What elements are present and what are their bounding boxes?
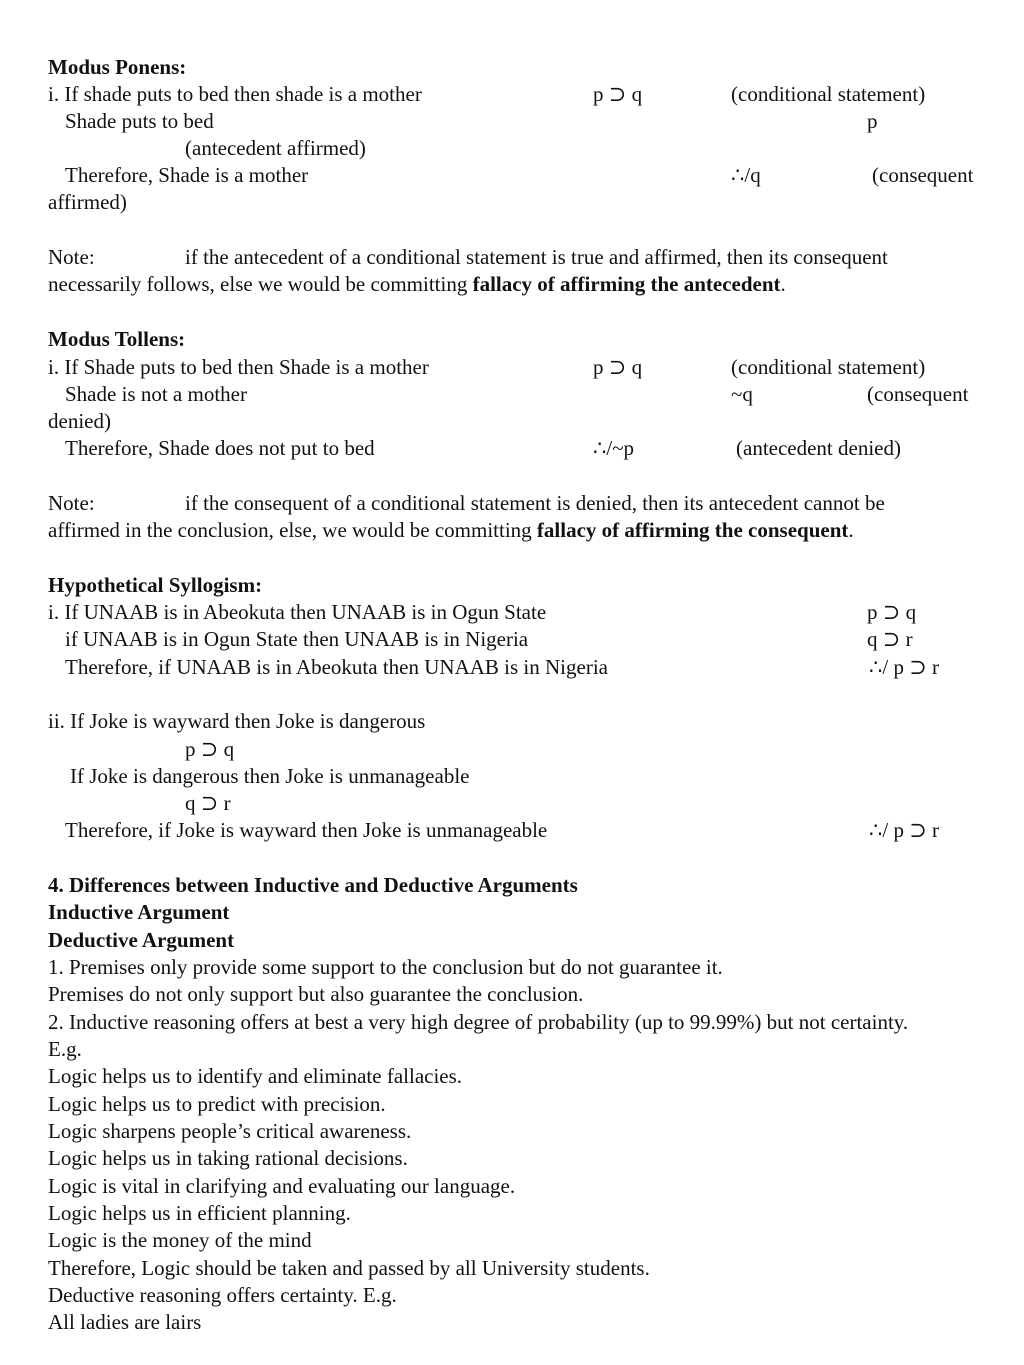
hs-ex2-premise-1-formula: p ⊃ q	[185, 737, 235, 761]
mp-conclusion-formula: ∴/q	[731, 163, 761, 187]
mt-premise-2-note: (consequent	[867, 382, 969, 406]
hs-ex2-premise-2: If Joke is dangerous then Joke is unmanageable	[70, 764, 470, 788]
deductive-heading: Deductive Argument	[48, 928, 235, 952]
hs-ex2-premise-2-formula: q ⊃ r	[185, 791, 231, 815]
mp-conclusion: Therefore, Shade is a mother	[65, 163, 309, 187]
diff-line: Logic helps us in efficient planning.	[48, 1201, 351, 1225]
mp-premise-2-note: (antecedent affirmed)	[185, 136, 366, 160]
hs-ex2-premise-1: ii. If Joke is wayward then Joke is dangerous	[48, 709, 426, 733]
diff-line: All ladies are lairs	[48, 1310, 202, 1334]
hypothetical-syllogism-heading: Hypothetical Syllogism:	[48, 573, 263, 597]
mt-note-period: .	[848, 518, 854, 542]
modus-tollens-heading: Modus Tollens:	[48, 327, 186, 351]
mt-note-text-pre: affirmed in the conclusion, else, we would be committing	[48, 518, 537, 542]
diff-line: Deductive reasoning offers certainty. E.g.	[48, 1283, 397, 1307]
mp-note-text: if the antecedent of a conditional statement is true and affirmed, then its consequent	[185, 245, 888, 269]
mp-premise-1: i. If shade puts to bed then shade is a mother	[48, 82, 422, 106]
mp-note-period: .	[780, 272, 786, 296]
mt-premise-1: i. If Shade puts to bed then Shade is a mother	[48, 355, 429, 379]
diff-line: Logic helps us to predict with precision.	[48, 1092, 386, 1116]
diff-line: Logic helps us in taking rational decisions.	[48, 1146, 408, 1170]
mp-premise-1-note: (conditional statement)	[731, 82, 926, 106]
mt-conclusion-formula: ∴/~p	[593, 436, 635, 460]
modus-ponens-heading: Modus Ponens:	[48, 55, 187, 79]
mt-note-label: Note:	[48, 491, 95, 515]
diff-line: 1. Premises only provide some support to the conclusion but do not guarantee it.	[48, 955, 723, 979]
mt-premise-1-formula: p ⊃ q	[593, 355, 643, 379]
diff-line: E.g.	[48, 1037, 82, 1061]
mp-conclusion-note: (consequent	[872, 163, 974, 187]
mt-premise-2: Shade is not a mother	[65, 382, 247, 406]
hs-ex1-premise-1-formula: p ⊃ q	[867, 600, 917, 624]
mt-premise-1-note: (conditional statement)	[731, 355, 926, 379]
diff-line: Logic sharpens people’s critical awareness.	[48, 1119, 412, 1143]
mp-premise-2: Shade puts to bed	[65, 109, 214, 133]
hs-ex1-premise-2: if UNAAB is in Ogun State then UNAAB is in Nigeria	[65, 627, 529, 651]
hs-ex2-conclusion: Therefore, if Joke is wayward then Joke is unmanageable	[65, 818, 548, 842]
mp-note-label: Note:	[48, 245, 95, 269]
diff-line: 2. Inductive reasoning offers at best a very high degree of probability (up to 99.99%) but not certainty.	[48, 1010, 909, 1034]
diff-line: Logic is the money of the mind	[48, 1228, 312, 1252]
hs-ex1-premise-1: i. If UNAAB is in Abeokuta then UNAAB is in Ogun State	[48, 600, 547, 624]
hs-ex1-conclusion-formula: ∴/ p ⊃ r	[869, 655, 940, 679]
inductive-heading: Inductive Argument	[48, 900, 230, 924]
diff-line: Therefore, Logic should be taken and passed by all University students.	[48, 1256, 650, 1280]
mp-note-text-cont	[48, 272, 786, 296]
diff-line: Premises do not only support but also guarantee the conclusion.	[48, 982, 584, 1006]
differences-heading: 4. Differences between Inductive and Deductive Arguments	[48, 873, 578, 897]
mp-note-text-pre: necessarily follows, else we would be committing	[48, 272, 473, 296]
hs-ex1-conclusion: Therefore, if UNAAB is in Abeokuta then UNAAB is in Nigeria	[65, 655, 608, 679]
diff-line: Logic helps us to identify and eliminate fallacies.	[48, 1064, 463, 1088]
diff-line: Logic is vital in clarifying and evaluating our language.	[48, 1174, 516, 1198]
mp-fallacy-term: fallacy of affirming the antecedent	[472, 272, 781, 296]
mp-conclusion-note-cont: affirmed)	[48, 190, 127, 214]
mt-conclusion: Therefore, Shade does not put to bed	[65, 436, 375, 460]
mt-note-text: if the consequent of a conditional statement is denied, then its antecedent cannot be	[185, 491, 885, 515]
mt-fallacy-term: fallacy of affirming the consequent	[536, 518, 849, 542]
mp-premise-2-formula: p	[867, 109, 878, 133]
mt-note-text-cont	[48, 518, 854, 542]
mt-premise-2-note-cont: denied)	[48, 409, 111, 433]
hs-ex2-conclusion-formula: ∴/ p ⊃ r	[869, 818, 940, 842]
mt-conclusion-note: (antecedent denied)	[736, 436, 901, 460]
mp-premise-1-formula: p ⊃ q	[593, 82, 643, 106]
hs-ex1-premise-2-formula: q ⊃ r	[867, 627, 913, 651]
mt-premise-2-formula: ~q	[731, 382, 753, 406]
